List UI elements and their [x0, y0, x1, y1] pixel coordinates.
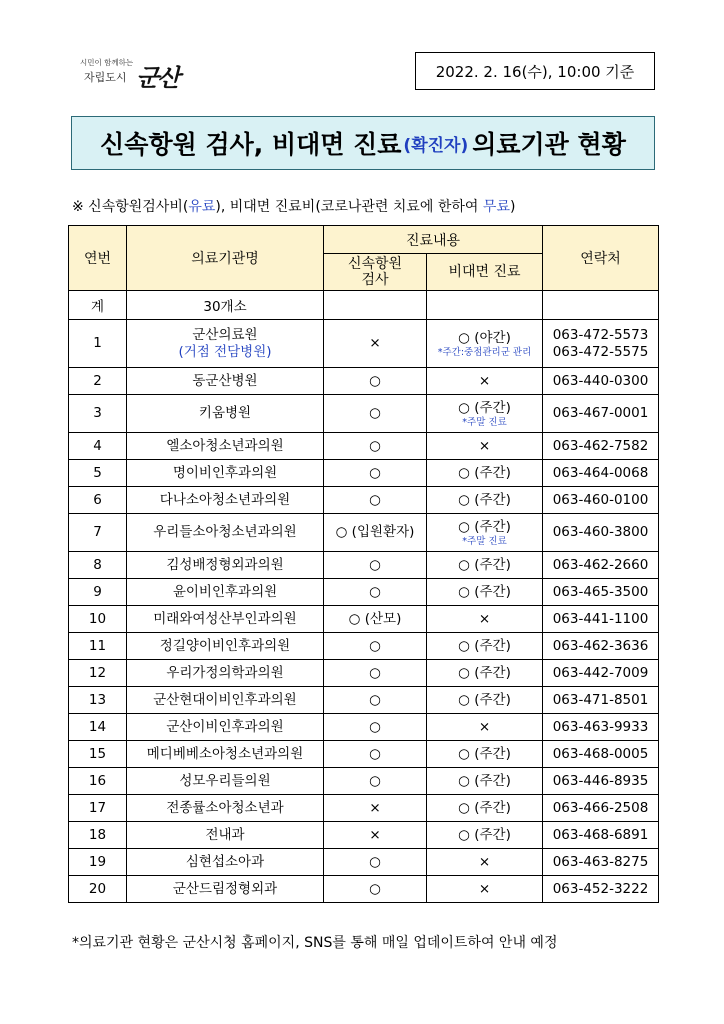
cell-rapid-text: ○ (입원환자): [335, 524, 415, 540]
cell-no-text: 10: [88, 610, 107, 627]
cell-rapid-text: ○: [369, 664, 381, 681]
cell-name: [127, 633, 324, 660]
cell-name-text: 군산드림정형외과: [172, 880, 278, 897]
cell-phone-text: 063-452-3222: [552, 880, 649, 897]
cell-no: [69, 606, 127, 633]
cell-no: [69, 849, 127, 876]
cell-phone: [543, 822, 659, 849]
note-free: 무료: [482, 199, 510, 215]
cell-remote: [427, 487, 543, 514]
cell-name-text: 성모우리들의원: [179, 772, 271, 789]
cell-no: [69, 552, 127, 579]
cell-rapid: [324, 514, 427, 552]
cell-remote: [427, 795, 543, 822]
cell-name-subtext: (거점 전담병원): [178, 343, 272, 360]
cell-phone-text: 063-446-8935: [552, 772, 649, 789]
cell-no: [69, 822, 127, 849]
cell-name: [127, 606, 324, 633]
cell-no-text: 12: [88, 664, 107, 681]
cell-name-text: 군산현대이비인후과의원: [153, 691, 297, 708]
cell-name-text: 윤이비인후과의원: [172, 583, 278, 600]
cell-remote-text: ○ (주간): [458, 664, 511, 681]
cell-rapid-text: ○ (산모): [348, 610, 402, 627]
cell-name: [127, 687, 324, 714]
cell-remote-text: ○ (주간): [458, 556, 511, 573]
cell-rapid-text: ○: [369, 637, 381, 654]
table-row: [69, 579, 659, 606]
city-logo: [76, 52, 179, 92]
total-rapid: [324, 291, 427, 320]
cell-remote: [427, 320, 543, 368]
fee-note: [72, 196, 515, 216]
cell-remote-text: ○ (주간): [458, 583, 511, 600]
cell-rapid-text: ○: [369, 491, 381, 508]
cell-name: [127, 368, 324, 395]
cell-remote: [427, 606, 543, 633]
cell-name: [127, 768, 324, 795]
cell-name-text: 동군산병원: [192, 372, 258, 389]
cell-name: [127, 487, 324, 514]
header-rapid: [324, 254, 427, 291]
cell-rapid: [324, 460, 427, 487]
cell-name: [127, 741, 324, 768]
cell-phone: [543, 320, 659, 368]
date-label: 2022. 2. 16(수), 10:00 기준: [415, 52, 655, 90]
cell-remote: [427, 433, 543, 460]
header-content: 진료내용: [324, 226, 543, 254]
cell-rapid-text: ○: [369, 464, 381, 481]
header-rapid-label: 신속항원 검사: [347, 256, 403, 288]
cell-remote-text: ○ (주간): [458, 399, 511, 416]
table-row: [69, 320, 659, 368]
cell-rapid-text: ○: [369, 772, 381, 789]
cell-name-text: 군산이비인후과의원: [166, 718, 284, 735]
cell-remote-text: ○ (주간): [458, 637, 511, 654]
cell-phone: [543, 687, 659, 714]
table-row: [69, 768, 659, 795]
cell-rapid: [324, 741, 427, 768]
table-row: [69, 552, 659, 579]
cell-remote-text: ×: [478, 372, 491, 389]
cell-remote-subtext: *주말 진료: [462, 416, 507, 428]
cell-no-text: 6: [93, 491, 102, 508]
cell-name-text: 명이비인후과의원: [172, 464, 278, 481]
cell-no: [69, 768, 127, 795]
table-row: [69, 876, 659, 903]
cell-no: [69, 460, 127, 487]
cell-remote: [427, 633, 543, 660]
header-remote: 비대면 진료: [427, 254, 543, 291]
cell-phone-text: 063-468-6891: [552, 826, 649, 843]
cell-phone: [543, 514, 659, 552]
cell-remote: [427, 714, 543, 741]
cell-phone-text: 063-471-8501: [552, 691, 649, 708]
cell-rapid-text: ○: [369, 437, 381, 454]
cell-no-text: 18: [88, 826, 107, 843]
cell-phone: [543, 460, 659, 487]
logo-slogan: 시민이 함께하는: [80, 58, 134, 67]
cell-phone-text: 063-463-8275: [552, 853, 649, 870]
page-title: [71, 116, 655, 170]
cell-phone-text: 063-465-3500: [552, 583, 649, 600]
logo-city-mark: 군산: [136, 63, 179, 92]
cell-phone-text: 063-467-0001: [552, 405, 649, 421]
cell-rapid-text: ○: [369, 880, 381, 897]
cell-remote: [427, 876, 543, 903]
cell-phone: [543, 487, 659, 514]
table-row: [69, 514, 659, 552]
table-row: [69, 433, 659, 460]
cell-phone-text: 063-442-7009: [552, 664, 649, 681]
cell-phone-text: 063-440-0300: [552, 372, 649, 389]
cell-rapid: [324, 687, 427, 714]
cell-no: [69, 514, 127, 552]
cell-name-text: 메디베베소아청소년과의원: [146, 745, 304, 762]
cell-remote-text: ○ (야간): [458, 329, 511, 346]
cell-remote-text: ○ (주간): [458, 491, 511, 508]
cell-phone-text: 063-472-5573: [552, 326, 649, 343]
cell-remote: [427, 552, 543, 579]
cell-name-text: 우리가정의학과의원: [166, 664, 284, 681]
cell-name-text: 전종률소아청소년과: [166, 799, 284, 816]
cell-remote-text: ×: [478, 718, 491, 735]
cell-rapid: [324, 320, 427, 368]
cell-remote-subtext: *주말 진료: [462, 535, 507, 547]
cell-phone: [543, 633, 659, 660]
cell-phone: [543, 876, 659, 903]
cell-name: [127, 714, 324, 741]
cell-phone-text: 063-460-3800: [552, 524, 649, 540]
cell-name-text: 우리들소아청소년과의원: [153, 524, 297, 540]
cell-rapid-text: ○: [369, 556, 381, 573]
cell-rapid-text: ○: [369, 718, 381, 735]
cell-phone-text: 063-462-2660: [552, 556, 649, 573]
cell-remote: [427, 741, 543, 768]
cell-phone-text: 063-441-1100: [552, 610, 649, 627]
cell-rapid-text: ○: [369, 691, 381, 708]
title-main-a: 신속항원 검사, 비대면 진료: [100, 130, 402, 159]
cell-name: [127, 460, 324, 487]
cell-name: [127, 514, 324, 552]
cell-name-text: 미래와여성산부인과의원: [153, 610, 297, 627]
note-prefix: ※ 신속항원검사비(: [72, 199, 189, 215]
cell-phone: [543, 433, 659, 460]
cell-phone: [543, 795, 659, 822]
cell-remote-text: ○ (주간): [458, 464, 511, 481]
cell-name: [127, 795, 324, 822]
cell-phone-text: 063-462-7582: [552, 437, 649, 454]
cell-rapid: [324, 876, 427, 903]
cell-no-text: 13: [88, 691, 107, 708]
cell-rapid-text: ×: [369, 826, 381, 843]
cell-rapid: [324, 660, 427, 687]
table-row: [69, 687, 659, 714]
table-row: [69, 714, 659, 741]
cell-phone: [543, 741, 659, 768]
cell-name-text: 심현섭소아과: [185, 853, 265, 870]
cell-rapid-text: ○: [369, 583, 381, 600]
logo-city-line: 자립도시: [84, 71, 127, 84]
cell-remote: [427, 687, 543, 714]
cell-phone: [543, 660, 659, 687]
table-row: [69, 822, 659, 849]
total-contact: [543, 291, 659, 320]
cell-phone: [543, 849, 659, 876]
cell-phone-text: 063-464-0068: [552, 464, 649, 481]
table-row: [69, 795, 659, 822]
cell-phone-text: 063-466-2508: [552, 799, 649, 816]
cell-rapid: [324, 433, 427, 460]
table-row: [69, 741, 659, 768]
cell-no-text: 17: [88, 799, 107, 816]
cell-rapid: [324, 579, 427, 606]
cell-rapid: [324, 768, 427, 795]
header-contact: 연락처: [543, 226, 659, 291]
total-row: [69, 291, 659, 320]
cell-no-text: 16: [88, 772, 107, 789]
header-name: 의료기관명: [127, 226, 324, 291]
cell-name: [127, 579, 324, 606]
cell-remote: [427, 460, 543, 487]
cell-phone: [543, 579, 659, 606]
table-row: [69, 660, 659, 687]
cell-remote: [427, 660, 543, 687]
cell-no: [69, 741, 127, 768]
cell-remote-text: ○ (주간): [458, 799, 511, 816]
table-row: [69, 395, 659, 433]
cell-rapid: [324, 487, 427, 514]
note-suffix: ): [509, 199, 516, 215]
table-row: [69, 606, 659, 633]
cell-phone-text: 063-460-0100: [552, 491, 649, 508]
cell-phone-text: 063-463-9933: [552, 718, 649, 735]
cell-rapid-text: ○: [369, 372, 381, 389]
cell-no: [69, 876, 127, 903]
cell-remote-text: ×: [478, 880, 491, 897]
cell-remote: [427, 514, 543, 552]
cell-no: [69, 433, 127, 460]
cell-no-text: 1: [93, 335, 102, 351]
cell-name: [127, 660, 324, 687]
cell-no: [69, 487, 127, 514]
cell-no-text: 2: [93, 372, 102, 389]
cell-remote-text: ×: [478, 853, 491, 870]
cell-remote-text: ○ (주간): [458, 826, 511, 843]
cell-remote-subtext: *주간:중점관리군 관리: [437, 346, 532, 358]
cell-name-text: 전내과: [205, 826, 245, 843]
cell-name: [127, 433, 324, 460]
cell-phone-text: 063-468-0005: [552, 745, 649, 762]
footer-note: *의료기관 현황은 군산시청 홈페이지, SNS를 통해 매일 업데이트하여 안내 예정: [72, 935, 558, 951]
cell-remote: [427, 768, 543, 795]
cell-phone: [543, 395, 659, 433]
cell-name-text: 다나소아청소년과의원: [159, 491, 291, 508]
cell-remote: [427, 822, 543, 849]
cell-remote-text: ○ (주간): [458, 772, 511, 789]
cell-remote-text: ○ (주간): [458, 691, 511, 708]
cell-name-text: 키움병원: [198, 405, 252, 421]
title-sub: (확진자): [403, 135, 469, 156]
cell-rapid: [324, 822, 427, 849]
table-row: [69, 460, 659, 487]
cell-no: [69, 633, 127, 660]
cell-name-text: 엘소아청소년과의원: [166, 437, 284, 454]
cell-no: [69, 368, 127, 395]
note-paid: 유료: [188, 199, 216, 215]
cell-phone-subtext: 063-472-5575: [552, 343, 649, 360]
cell-remote-text: ○ (주간): [458, 745, 511, 762]
cell-rapid: [324, 552, 427, 579]
cell-no-text: 11: [88, 637, 107, 654]
cell-no: [69, 660, 127, 687]
cell-no: [69, 320, 127, 368]
cell-rapid: [324, 368, 427, 395]
cell-name: [127, 822, 324, 849]
title-main-b: 의료기관 현황: [472, 130, 626, 159]
cell-phone: [543, 714, 659, 741]
cell-remote: [427, 395, 543, 433]
table-row: [69, 487, 659, 514]
cell-name: [127, 876, 324, 903]
cell-no: [69, 795, 127, 822]
cell-name: [127, 552, 324, 579]
cell-remote-text: ○ (주간): [458, 518, 511, 535]
cell-rapid: [324, 795, 427, 822]
cell-name-text: 군산의료원: [192, 326, 258, 343]
table-row: [69, 368, 659, 395]
cell-name-text: 김성배정형외과의원: [166, 556, 284, 573]
cell-no-text: 4: [93, 437, 102, 454]
table-row: [69, 849, 659, 876]
cell-phone-text: 063-462-3636: [552, 637, 649, 654]
cell-phone: [543, 368, 659, 395]
cell-no-text: 5: [93, 464, 102, 481]
cell-no: [69, 714, 127, 741]
total-count: 30개소: [127, 291, 324, 320]
cell-name-text: 정길양이비인후과의원: [159, 637, 291, 654]
cell-rapid-text: ×: [369, 799, 381, 816]
cell-no-text: 14: [88, 718, 107, 735]
cell-no-text: 3: [93, 405, 102, 421]
cell-rapid-text: ○: [369, 405, 381, 421]
cell-no: [69, 687, 127, 714]
cell-rapid-text: ○: [369, 853, 381, 870]
cell-name: [127, 395, 324, 433]
total-remote: [427, 291, 543, 320]
cell-rapid-text: ○: [369, 745, 381, 762]
cell-name: [127, 849, 324, 876]
cell-phone: [543, 552, 659, 579]
cell-remote: [427, 579, 543, 606]
note-middle: ), 비대면 진료비(코로나관련 치료에 한하여: [215, 199, 483, 215]
clinic-table: [68, 225, 659, 903]
cell-remote-text: ×: [478, 437, 491, 454]
cell-no-text: 15: [88, 745, 107, 762]
cell-name: [127, 320, 324, 368]
cell-no-text: 7: [93, 524, 102, 540]
cell-remote: [427, 849, 543, 876]
cell-rapid: [324, 849, 427, 876]
cell-remote-text: ×: [478, 610, 491, 627]
table-body: [69, 291, 659, 903]
cell-rapid: [324, 606, 427, 633]
cell-no: [69, 395, 127, 433]
cell-no-text: 8: [93, 556, 102, 573]
cell-phone: [543, 768, 659, 795]
table-row: [69, 633, 659, 660]
cell-no-text: 19: [88, 853, 107, 870]
cell-rapid: [324, 395, 427, 433]
cell-rapid: [324, 714, 427, 741]
cell-no-text: 9: [93, 583, 102, 600]
total-label: 계: [69, 291, 127, 320]
cell-no-text: 20: [88, 880, 107, 897]
cell-remote: [427, 368, 543, 395]
cell-no: [69, 579, 127, 606]
cell-phone: [543, 606, 659, 633]
header-no: 연번: [69, 226, 127, 291]
cell-rapid-text: ×: [369, 335, 381, 351]
cell-rapid: [324, 633, 427, 660]
